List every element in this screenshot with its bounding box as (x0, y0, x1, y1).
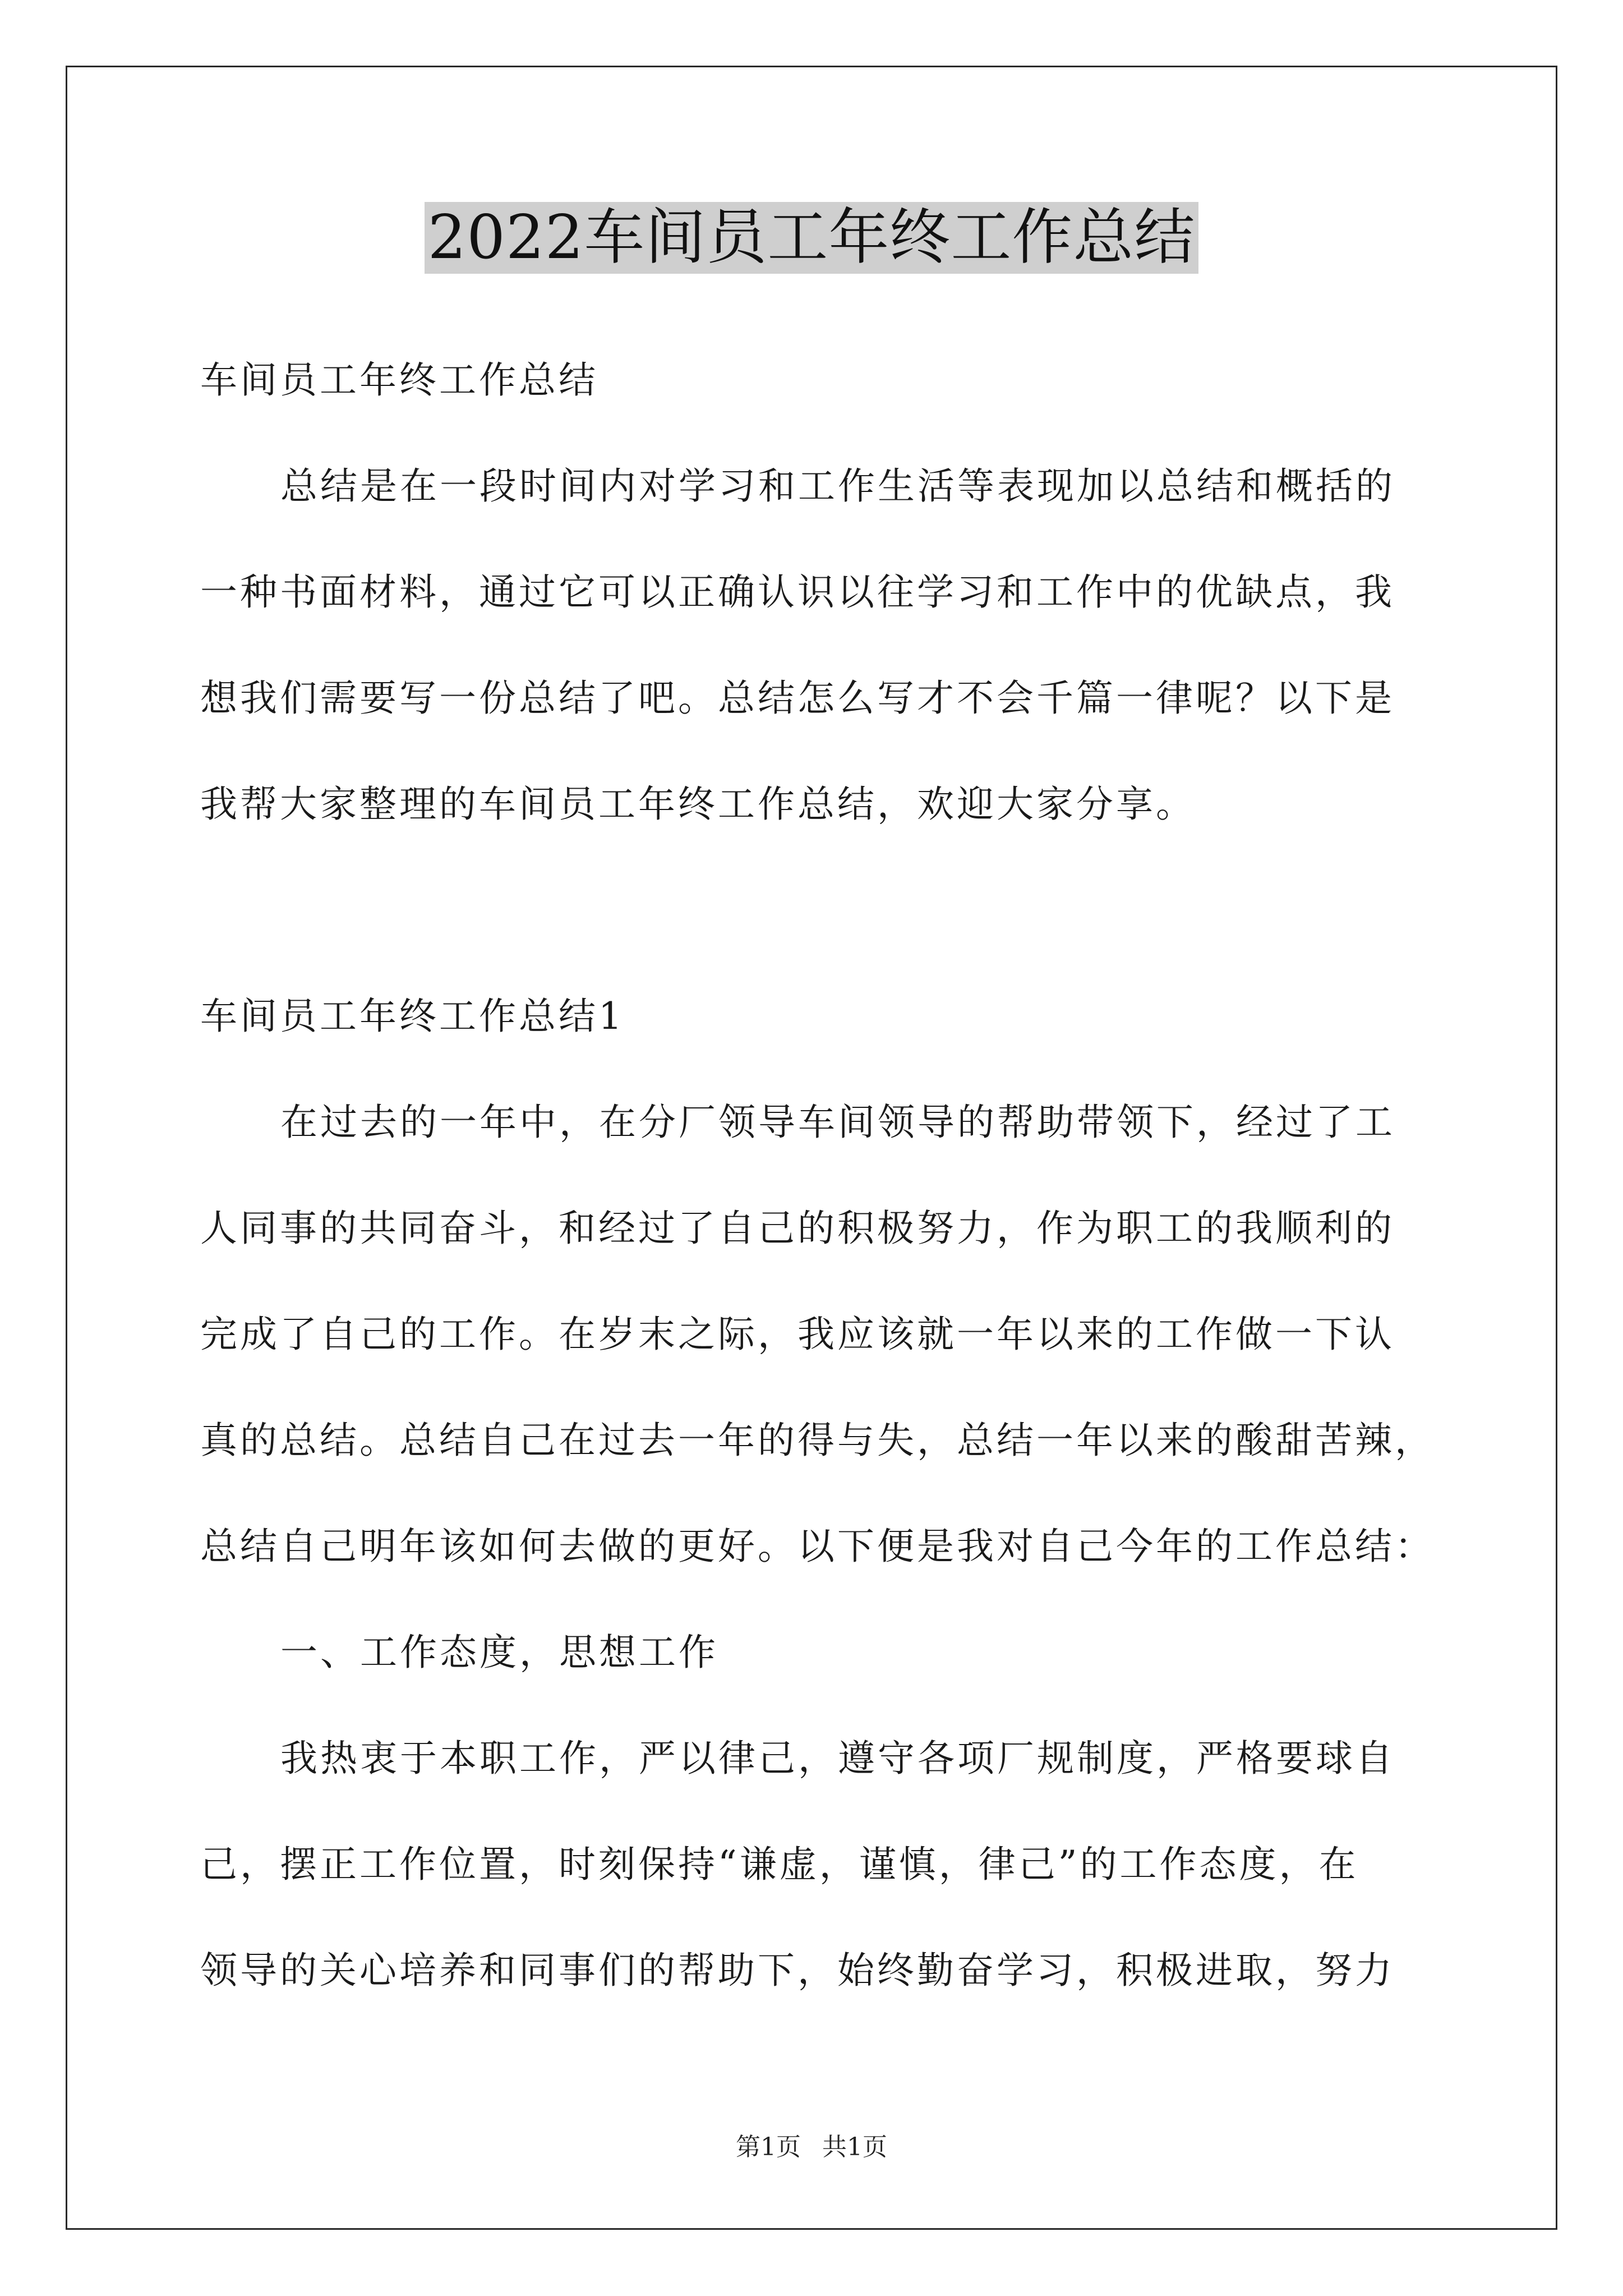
paragraph-line: 完成了自己的工作。在岁末之际，我应该就一年以来的工作做一下认 (200, 1313, 1395, 1356)
page-footer (0, 2132, 1623, 2163)
page-number: 第1页 (736, 2133, 801, 2161)
paragraph-line: 己，摆正工作位置，时刻保持“谦虚，谨慎，律己”的工作态度，在 (200, 1843, 1359, 1886)
page-total: 共1页 (822, 2133, 887, 2161)
intro-line: 我帮大家整理的车间员工年终工作总结，欢迎大家分享。 (200, 783, 1196, 826)
paragraph-line: 人同事的共同奋斗，和经过了自己的积极努力，作为职工的我顺利的 (200, 1207, 1395, 1250)
title-container (0, 202, 1623, 274)
intro-line: 一种书面材料，通过它可以正确认识以往学习和工作中的优缺点，我 (200, 570, 1395, 614)
document-subtitle: 车间员工年终工作总结 (200, 358, 598, 402)
paragraph-line: 领导的关心培养和同事们的帮助下，始终勤奋学习，积极进取，努力 (200, 1949, 1395, 1992)
subsection-heading: 一、工作态度，思想工作 (280, 1631, 718, 1674)
intro-line: 想我们需要写一份总结了吧。总结怎么写才不会千篇一律呢？以下是 (200, 677, 1395, 720)
intro-line: 总结是在一段时间内对学习和工作生活等表现加以总结和概括的 (280, 464, 1395, 508)
document-title: 2022车间员工年终工作总结 (425, 202, 1199, 274)
paragraph-line: 真的总结。总结自己在过去一年的得与失，总结一年以来的酸甜苦辣， (200, 1419, 1435, 1462)
paragraph-line: 总结自己明年该如何去做的更好。以下便是我对自己今年的工作总结： (200, 1525, 1435, 1568)
section-heading: 车间员工年终工作总结1 (200, 995, 625, 1038)
paragraph-line: 在过去的一年中，在分厂领导车间领导的帮助带领下，经过了工 (280, 1101, 1395, 1144)
paragraph-line: 我热衷于本职工作，严以律己，遵守各项厂规制度，严格要球自 (280, 1737, 1395, 1780)
